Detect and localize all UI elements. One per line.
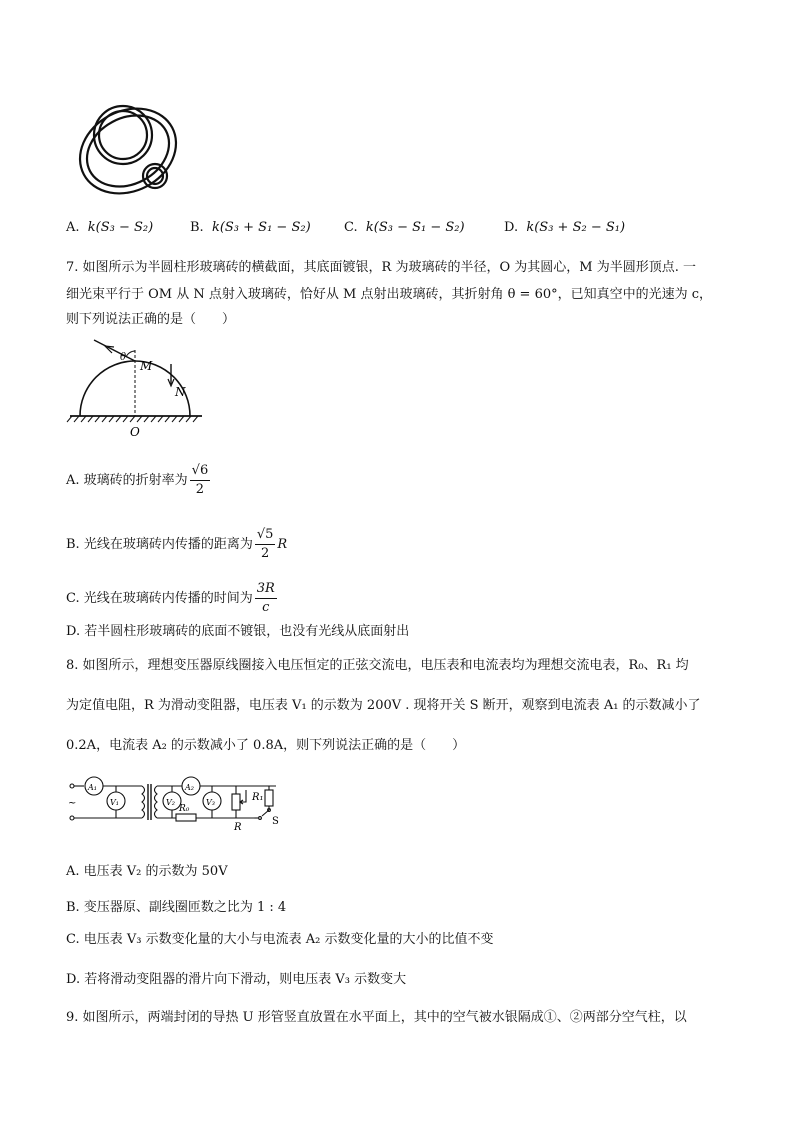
q8-stem-line-1: 8. 如图所示，理想变压器原线圈接入电压恒定的正弦交流电，电压表和电流表均为理想交流电表，R₀、R₁ 均: [66, 658, 689, 673]
primary-coil: [142, 786, 145, 818]
fraction: [190, 462, 211, 499]
option-expression: k(S₃ − S₁ − S₂): [365, 220, 465, 235]
r1-label: R₁: [252, 792, 264, 803]
resistor-r0: [176, 814, 196, 821]
q7-option-b[interactable]: [66, 526, 287, 564]
rheostat-r: [232, 794, 240, 810]
option-expression: k(S₃ + S₂ − S₁): [526, 220, 626, 235]
v3-label: V₃: [206, 798, 215, 807]
theta-label: θ: [120, 352, 127, 363]
q8-stem-line-2: 为定值电阻，R 为滑动变阻器，电压表 V₁ 的示数为 200V . 现将开关 S 断开，观察到电流表 A₁ 的示数减小了: [66, 698, 701, 713]
v2-label: V₂: [166, 798, 175, 807]
exit-ray-m: [94, 340, 135, 361]
q8-option-b[interactable]: B. 变压器原、副线圈匝数之比为 1 : 4: [66, 900, 287, 915]
q8-option-d[interactable]: D. 若将滑动变阻器的滑片向下滑动，则电压表 V₃ 示数变大: [66, 972, 407, 987]
a2-label: A₂: [185, 783, 194, 792]
q8-stem-line-3: 0.2A，电流表 A₂ 的示数减小了 0.8A，则下列说法正确的是（ ）: [66, 738, 466, 753]
fraction: [255, 526, 276, 563]
secondary-coil: [155, 786, 158, 818]
q7-option-a[interactable]: [66, 462, 212, 500]
option-expression: k(S₃ − S₂): [87, 220, 154, 235]
option-letter: A.: [66, 220, 80, 235]
q6-option-d[interactable]: [504, 220, 625, 235]
ac-source-label: ~: [68, 798, 77, 809]
fraction-numerator: 3R: [255, 580, 277, 599]
option-letter: D.: [504, 220, 519, 235]
s-label: S: [272, 816, 279, 827]
q6-option-c[interactable]: [344, 220, 465, 235]
fraction-denominator: 2: [195, 482, 205, 497]
input-terminal-top: [70, 784, 74, 788]
v1-label: V₁: [110, 798, 119, 807]
option-text: C. 光线在玻璃砖内传播的时间为: [66, 591, 253, 606]
option-text: B. 光线在玻璃砖内传播的距离为: [66, 537, 253, 552]
option-letter: C.: [344, 220, 358, 235]
q9-stem-line-1: 9. 如图所示，两端封闭的导热 U 形管竖直放置在水平面上，其中的空气被水银隔成①、②两部分空气柱，以: [66, 1010, 687, 1025]
q8-option-a[interactable]: A. 电压表 V₂ 的示数为 50V: [66, 864, 228, 879]
fraction-denominator: c: [262, 600, 270, 615]
q7-stem-line-3: 则下列说法正确的是（ ）: [66, 312, 236, 327]
q8-option-c[interactable]: C. 电压表 V₃ 示数变化量的大小与电流表 A₂ 示数变化量的大小的比值不变: [66, 932, 494, 947]
option-text: A. 玻璃砖的折射率为: [66, 473, 188, 488]
inner-loop: [75, 102, 182, 201]
fraction: [255, 580, 277, 617]
a1-label: A₁: [88, 783, 97, 792]
point-n-label: N: [175, 385, 186, 399]
q6-option-a[interactable]: [66, 220, 153, 235]
option-expression: k(S₃ + S₁ − S₂): [211, 220, 311, 235]
fraction-numerator: √6: [190, 462, 211, 481]
circle-s1-outer: [94, 106, 152, 164]
q6-option-b[interactable]: [190, 220, 311, 235]
r-label: R: [234, 822, 242, 833]
option-suffix: R: [277, 537, 288, 552]
q6-options: [66, 220, 766, 246]
resistor-r1: [265, 790, 273, 806]
q8-circuit: [64, 770, 286, 836]
point-m-label: M: [140, 359, 153, 373]
option-letter: B.: [190, 220, 204, 235]
q7-option-c[interactable]: [66, 580, 279, 618]
fraction-numerator: √5: [255, 526, 276, 545]
q7-stem-line-2: 细光束平行于 OM 从 N 点射入玻璃砖，恰好从 M 点射出玻璃砖，其折射角 θ = 60°，已知真空中的光速为 c，: [66, 287, 713, 302]
q7-figure: [66, 336, 206, 446]
theta-arc: [126, 351, 135, 357]
fraction-denominator: 2: [260, 546, 270, 561]
q7-stem-line-1: 7. 如图所示为半圆柱形玻璃砖的横截面，其底面镀银，R 为玻璃砖的半径，O 为其圆心，M 为半圆形顶点. 一: [66, 260, 696, 275]
input-terminal-bottom: [70, 816, 74, 820]
point-o-label: O: [130, 425, 140, 439]
r0-label: R₀: [179, 804, 190, 814]
q7-option-d[interactable]: D. 若半圆柱形玻璃砖的底面不镀银，也没有光线从底面射出: [66, 624, 410, 639]
q6-figure: [72, 96, 192, 208]
